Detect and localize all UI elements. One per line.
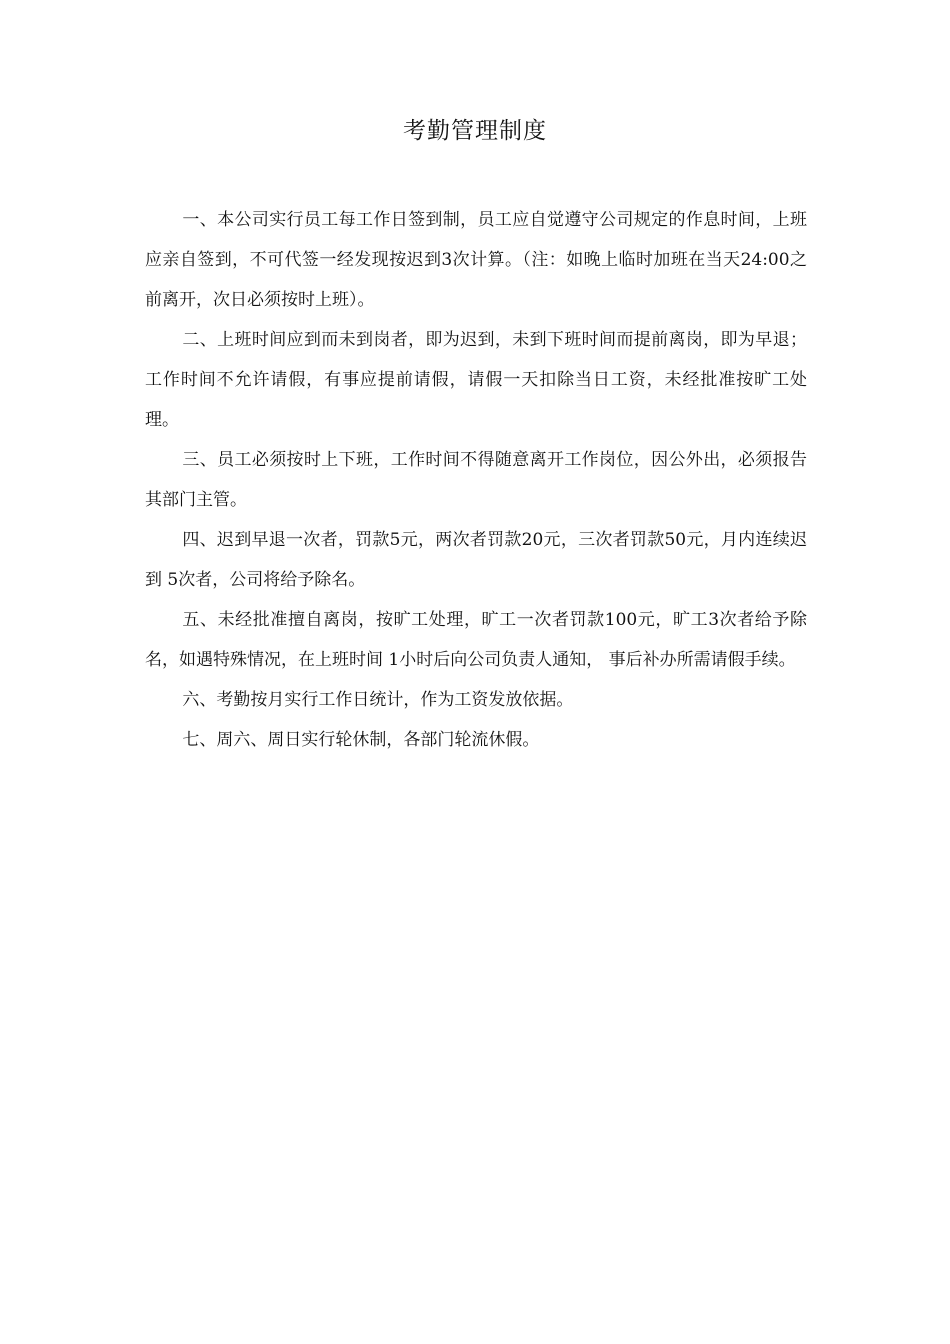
rule-paragraph-2: 二、上班时间应到而未到岗者，即为迟到，未到下班时间而提前离岗，即为早退；工作时间不允许请假，有事应提前请假，请假一天扣除当日工资，未经批准按旷工处理。 bbox=[145, 330, 807, 430]
rule-paragraph-6: 六、考勤按月实行工作日统计，作为工资发放依据。 bbox=[182, 690, 574, 710]
rule-paragraph-3: 三、员工必须按时上下班，工作时间不得随意离开工作岗位，因公外出，必须报告其部门主管。 bbox=[145, 450, 807, 510]
document-body bbox=[145, 200, 807, 760]
rule-paragraph-7: 七、周六、周日实行轮休制，各部门轮流休假。 bbox=[182, 730, 540, 750]
rule-paragraph-4: 四、迟到早退一次者，罚款5元，两次者罚款20元，三次者罚款50元，月内连续迟到 5次者，公司将给予除名。 bbox=[145, 530, 807, 590]
rule-paragraph-1: 一、本公司实行员工每工作日签到制，员工应自觉遵守公司规定的作息时间，上班应亲自签到，不可代签一经发现按迟到3次计算。（注：如晚上临时加班在当天24:00之前离开，次日必须按时上班）。 bbox=[145, 210, 807, 310]
document-title: 考勤管理制度 bbox=[403, 118, 547, 144]
rule-paragraph-5: 五、未经批准擅自离岗，按旷工处理，旷工一次者罚款100元，旷工3次者给予除名，如遇特殊情况，在上班时间 1小时后向公司负责人通知， 事后补办所需请假手续。 bbox=[145, 610, 807, 670]
